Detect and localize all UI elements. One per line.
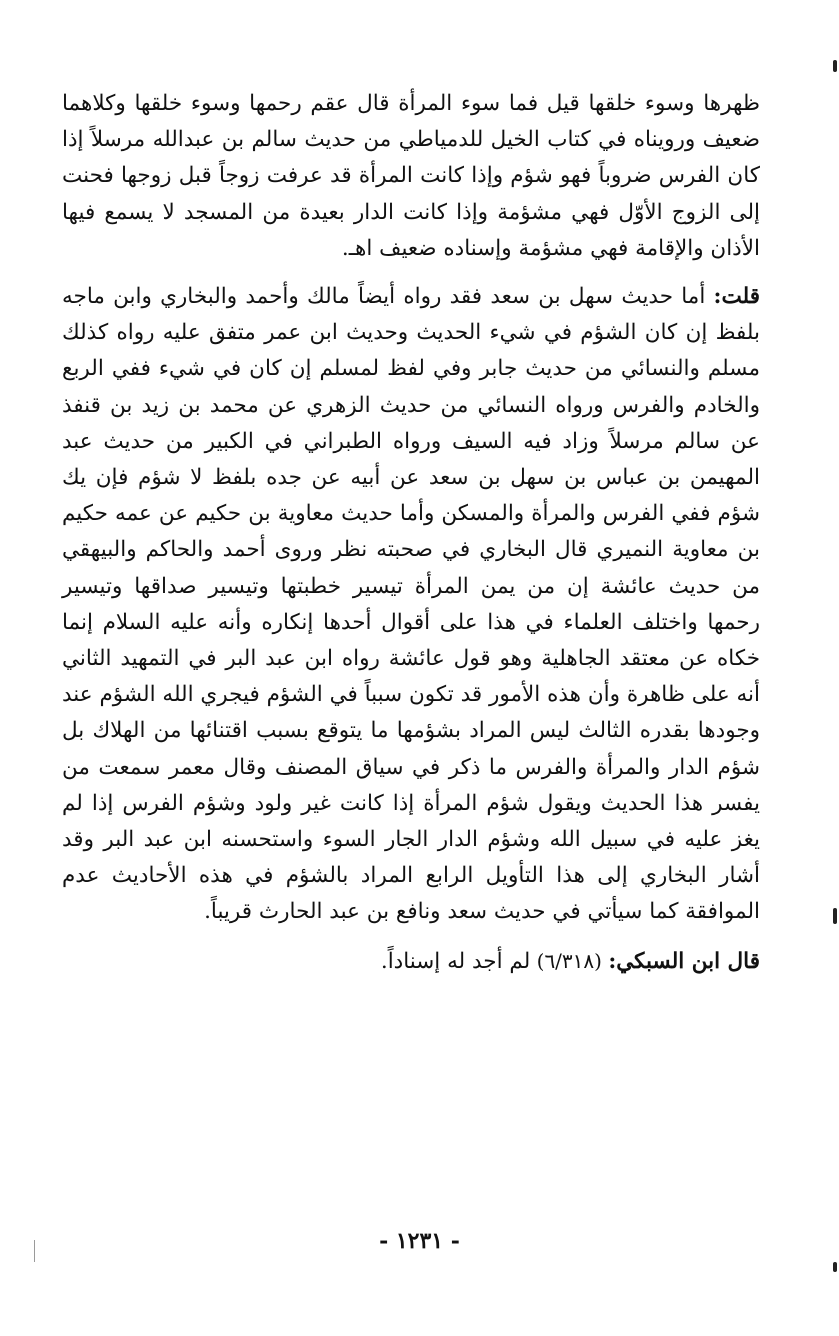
scan-edge-mark-middle — [833, 908, 837, 924]
paragraph-2-lead: قلت: — [713, 284, 760, 310]
closing-line — [62, 943, 760, 980]
closing-lead: قال ابن السبكي: — [608, 948, 760, 974]
page-body — [62, 86, 760, 980]
paragraph-1-text: ظهرها وسوء خلقها قيل فما سوء المرأة قال عقم رحمها وسوء خلقها وكلاهما ضعيف ورويناه في كتاب الخيل للدمياطي من حديث سالم بن عبدالله مرسلاً إذا كان الفرس ضروباً فهو شؤم وإذا كانت المرأة قد عرفت زوجاً قبل زوجها فحنت إلى الزوج الأوّل فهي مشؤمة وإذا كانت الدار بعيدة من المسجد لا يسمع فيها الأذان والإقامة فهي مشؤمة وإسناده ضعيف اهـ. — [62, 91, 760, 261]
paragraph-2 — [62, 279, 760, 931]
closing-reference: (٦/٣١٨) — [530, 948, 609, 973]
scan-edge-mark-bottom — [833, 1262, 837, 1272]
paragraph-2-text: أما حديث سهل بن سعد فقد رواه أيضاً مالك وأحمد والبخاري وابن ماجه بلفظ إن كان الشؤم في شيء الحديث وحديث ابن عمر متفق عليه رواه كذلك مسلم والنسائي من حديث جابر وفي لفظ لمسلم إن كان في شيء ففي الربع والخادم والفرس ورواه النسائي من حديث الزهري عن محمد بن زيد بن قنفذ عن سالم مرسلاً وزاد فيه السيف ورواه الطبراني في الكبير من حديث عبد المهيمن بن عباس بن سهل بن سعد عن أبيه عن جده بلفظ لا شؤم فإن يك شؤم ففي الفرس والمرأة والمسكن وأما حديث معاوية بن حكيم عن عمه حكيم بن معاوية النميري قال البخاري في صحبته نظر وروى أحمد والحاكم والبيهقي من حديث عائشة إن من يمن المرأة تيسير خطبتها وتيسير صداقها وتيسير رحمها واختلف العلماء في هذا على أقوال أحدها إنكاره وأنه عليه السلام إنما خكاه عن معتقد الجاهلية وهو قول عائشة رواه ابن عبد البر في التمهيد الثاني أنه على ظاهرة وأن هذه الأمور قد تكون سبباً في الشؤم فيجري الله الشؤم عند وجودها بقدره الثالث ليس المراد بشؤمها ما يتوقع بسبب اقتنائها من الهلاك بل شؤم الدار والمرأة والفرس ما ذكر في سياق المصنف وقال معمر سمعت من يفسر هذا الحديث ويقول شؤم المرأة إذا كانت غير ولود وشؤم الفرس إذا لم يغز عليه في سبيل الله وشؤم الدار الجار السوء واستحسنه ابن عبد البر وقد أشار البخاري إلى هذا التأويل الرابع المراد بالشؤم في هذه الأحاديث عدم الموافقة كما سيأتي في حديث سعد ونافع بن عبد الحارث قريباً. — [62, 284, 760, 925]
closing-text: لم أجد له إسناداً. — [380, 948, 531, 974]
scan-edge-mark-top — [833, 60, 837, 72]
scan-margin-mark — [34, 1240, 35, 1262]
paragraph-1 — [62, 86, 760, 267]
page-number: - ١٢٣١ - — [379, 1228, 460, 1254]
